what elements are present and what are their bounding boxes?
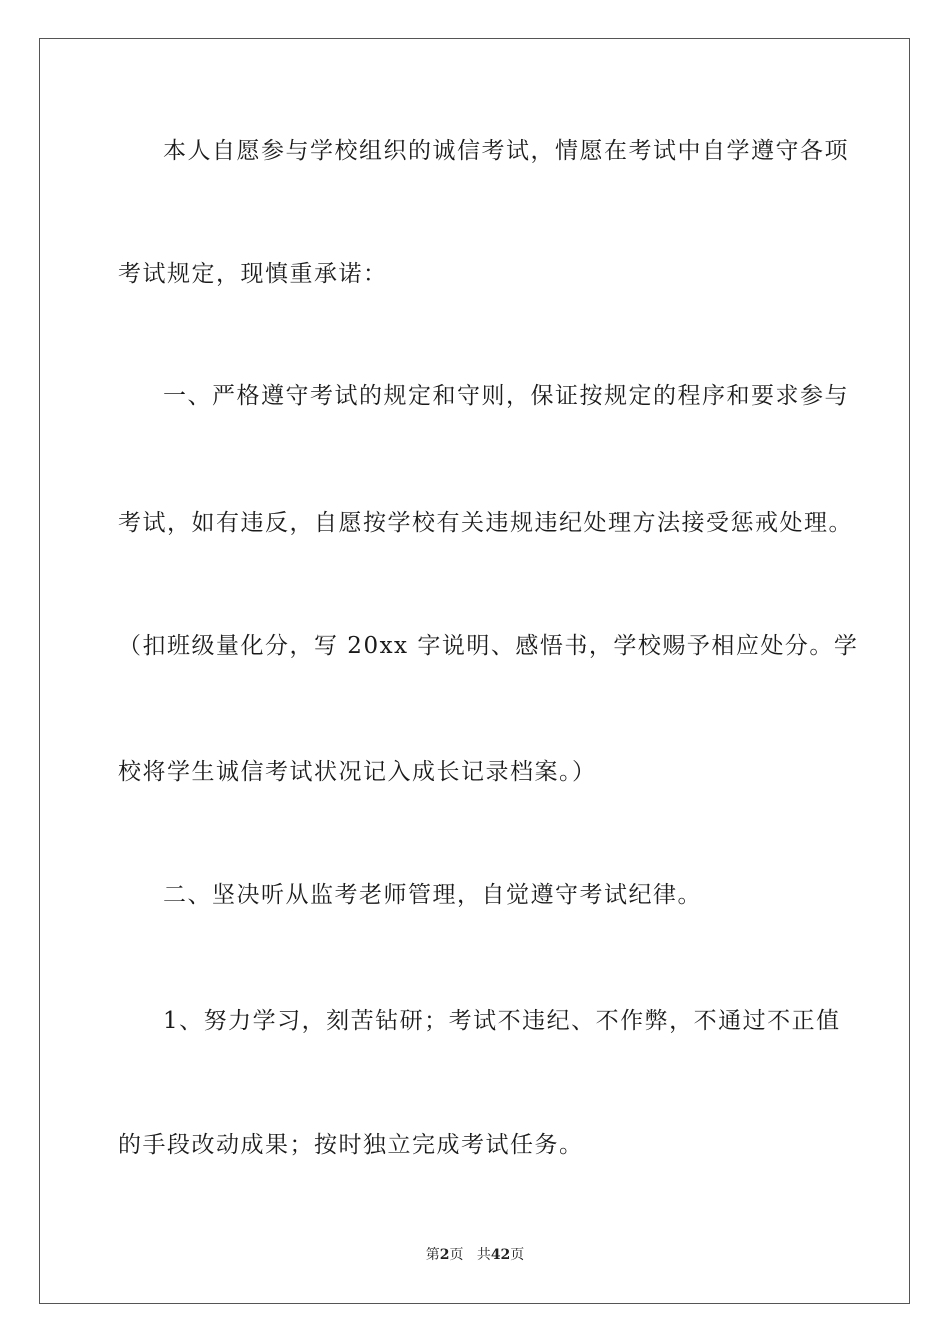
footer-page-prefix: 第 — [425, 1247, 440, 1263]
clause-one-line-1: 一、严格遵守考试的规定和守则，保证按规定的程序和要求参与 — [163, 383, 849, 409]
paragraph-intro-line-2: 考试规定，现慎重承诺： — [118, 261, 388, 287]
footer-total-prefix: 共 — [476, 1247, 491, 1263]
clause-one-note-line-2: 校将学生诚信考试状况记入成长记录档案。） — [118, 759, 597, 785]
clause-two-line: 二、坚决听从监考老师管理，自觉遵守考试纪律。 — [163, 882, 702, 908]
page-border — [39, 38, 910, 1304]
item-one-line-1: 1、努力学习，刻苦钻研；考试不违纪、不作弊，不通过不正值 — [163, 1008, 841, 1034]
footer-page-number: 2 — [439, 1247, 450, 1263]
clause-one-note-line-1: （扣班级量化分，写 20xx 字说明、感悟书，学校赐予相应处分。学 — [118, 633, 859, 659]
page-footer — [0, 1245, 950, 1265]
footer-page-suffix: 页 — [449, 1247, 464, 1263]
paragraph-intro-line-1: 本人自愿参与学校组织的诚信考试，情愿在考试中自学遵守各项 — [163, 138, 849, 164]
footer-total-pages: 42 — [490, 1247, 511, 1263]
clause-one-line-2: 考试，如有违反，自愿按学校有关违规违纪处理方法接受惩戒处理。 — [118, 510, 853, 536]
footer-total-suffix: 页 — [510, 1247, 525, 1263]
item-one-line-2: 的手段改动成果；按时独立完成考试任务。 — [118, 1132, 584, 1158]
